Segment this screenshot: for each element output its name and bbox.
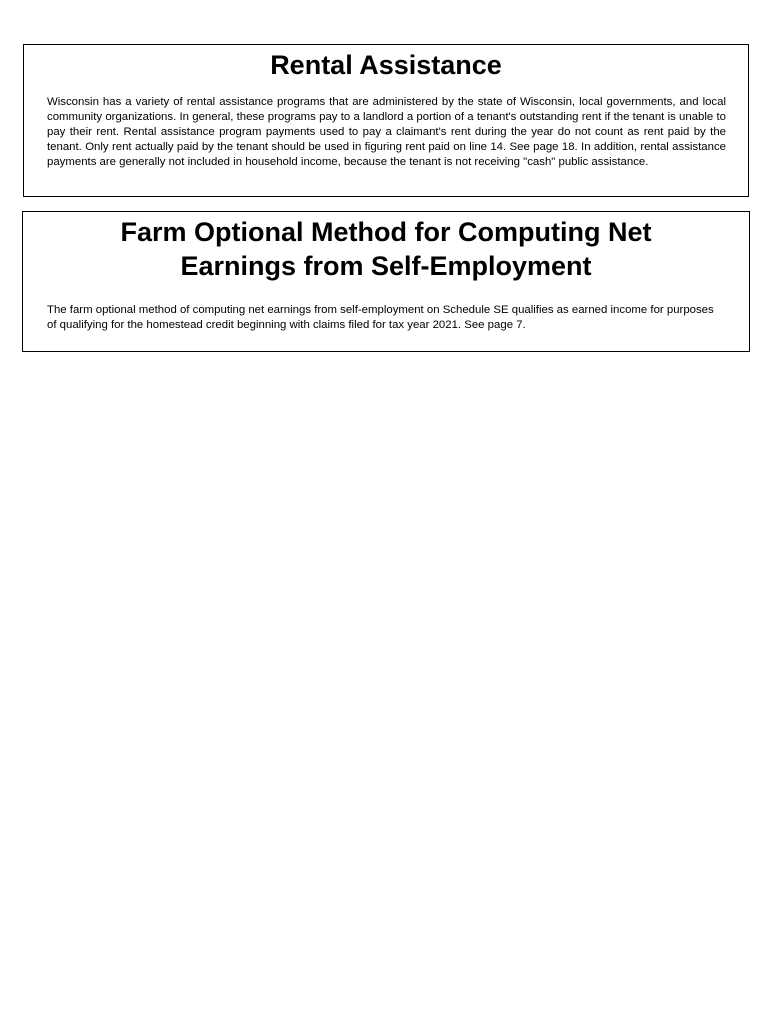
rental-assistance-body: Wisconsin has a variety of rental assistance programs that are administered by the state of Wisconsin, local governments, and local community organizations. In general, these programs pay to a landlord a portion of a tenant's outstanding rent if the tenant is unable to pay their rent. Rental assistance program payments used to pay a claimant's rent during the year do not count as rent paid by the tenant. Only rent actually paid by the tenant should be used in figuring rent paid on line 14. See page 18. In addition, rental assistance payments are generally not included in household income, because the tenant is not receiving "cash" public assistance. <box>47 96 726 168</box>
farm-optional-method-title: Farm Optional Method for Computing Net Earnings from Self-Employment <box>120 217 652 281</box>
rental-assistance-title: Rental Assistance <box>270 50 502 80</box>
rental-assistance-section <box>23 44 749 197</box>
farm-optional-method-section <box>22 211 750 352</box>
farm-optional-method-body: The farm optional method of computing net earnings from self-employment on Schedule SE qualifies as earned income for purposes of qualifying for the homestead credit beginning with claims filed for tax year 2021. See page 7. <box>47 304 714 331</box>
